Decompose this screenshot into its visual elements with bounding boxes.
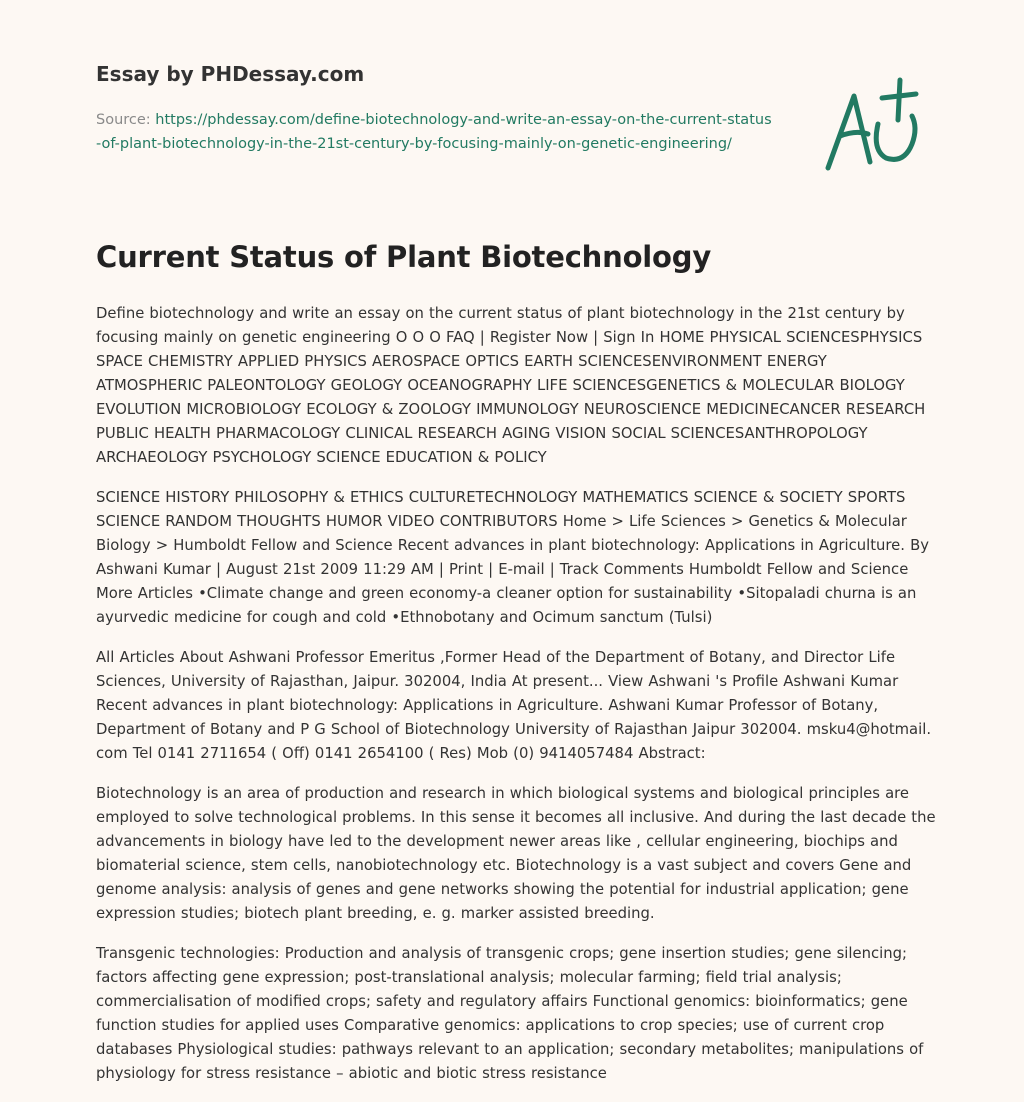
essay-paragraph: SCIENCE HISTORY PHILOSOPHY & ETHICS CULTURETECHNOLOGY MATHEMATICS SCIENCE & SOCIETY SPORTS SCIENCE RANDOM THOUGHTS HUMOR VIDEO CONTRIBUTORS Home > Life Sciences > Genetics & Molecular Biology > Humboldt Fellow and Science Recent advances in plant biotechnology: Applications in Agriculture. By Ashwani Kumar | August 21st 2009 11:29 AM | Print | E-mail | Track Comments Humboldt Fellow and Science More Articles •Climate change and green economy-a cleaner option for sustainability •Sitopaladi churna is an ayurvedic medicine for cough and cold •Ethnobotany and Ocimum sanctum (Tulsi): [96, 489, 930, 626]
essay-body: [96, 302, 936, 1102]
a-plus-grade-icon: [820, 76, 930, 176]
source-line: [96, 108, 776, 156]
source-label: Source:: [96, 112, 156, 128]
essay-title: Current Status of Plant Biotechnology: [96, 240, 712, 274]
essay-paragraph: Transgenic technologies: Production and analysis of transgenic crops; gene insertion studies; gene silencing; factors affecting gene expression; post-translational analysis; molecular farming; field trial analysis; commercialisation of modified crops; safety and regulatory affairs Functional genomics: bioinformatics; gene function studies for applied uses Comparative genomics: applications to crop species; use of current crop databases Physiological studies: pathways relevant to an application; secondary metabolites; manipulations of physiology for stress resistance – abiotic and biotic stress resistance: [96, 945, 924, 1082]
essay-paragraph: Biotechnology is an area of production and research in which biological systems and biological principles are employed to solve technological problems. In this sense it becomes all inclusive. And during the last decade the advancements in biology have led to the development newer areas like , cellular engineering, biochips and biomaterial science, stem cells, nanobiotechnology etc. Biotechnology is a vast subject and covers Gene and genome analysis: analysis of genes and gene networks showing the potential for industrial application; gene expression studies; biotech plant breeding, e. g. marker assisted breeding.: [96, 785, 936, 922]
source-link[interactable]: https://phdessay.com/define-biotechnology-and-write-an-essay-on-the-current-status-of-plant-biotechnology-in-the-21st-century-by-focusing-mainly-on-genetic-engineering/: [96, 112, 772, 152]
site-brand: Essay by PHDessay.com: [96, 62, 365, 86]
essay-paragraph: All Articles About Ashwani Professor Emeritus ,Former Head of the Department of Botany, and Director Life Sciences, University of Rajasthan, Jaipur. 302004, India At present... View Ashwani 's Profile Ashwani Kumar Recent advances in plant biotechnology: Applications in Agriculture. Ashwani Kumar Professor of Botany, Department of Botany and P G School of Biotechnology University of Rajasthan Jaipur 302004. msku4@hotmail. com Tel 0141 2711654 ( Off) 0141 2654100 ( Res) Mob (0) 9414057484 Abstract:: [96, 649, 932, 762]
essay-paragraph: Define biotechnology and write an essay on the current status of plant biotechnology in the 21st century by focusing mainly on genetic engineering O O O FAQ | Register Now | Sign In HOME PHYSICAL SCIENCESPHYSICS SPACE CHEMISTRY APPLIED PHYSICS AEROSPACE OPTICS EARTH SCIENCESENVIRONMENT ENERGY ATMOSPHERIC PALEONTOLOGY GEOLOGY OCEANOGRAPHY LIFE SCIENCESGENETICS & MOLECULAR BIOLOGY EVOLUTION MICROBIOLOGY ECOLOGY & ZOOLOGY IMMUNOLOGY NEUROSCIENCE MEDICINECANCER RESEARCH PUBLIC HEALTH PHARMACOLOGY CLINICAL RESEARCH AGING VISION SOCIAL SCIENCESANTHROPOLOGY ARCHAEOLOGY PSYCHOLOGY SCIENCE EDUCATION & POLICY: [96, 305, 926, 466]
